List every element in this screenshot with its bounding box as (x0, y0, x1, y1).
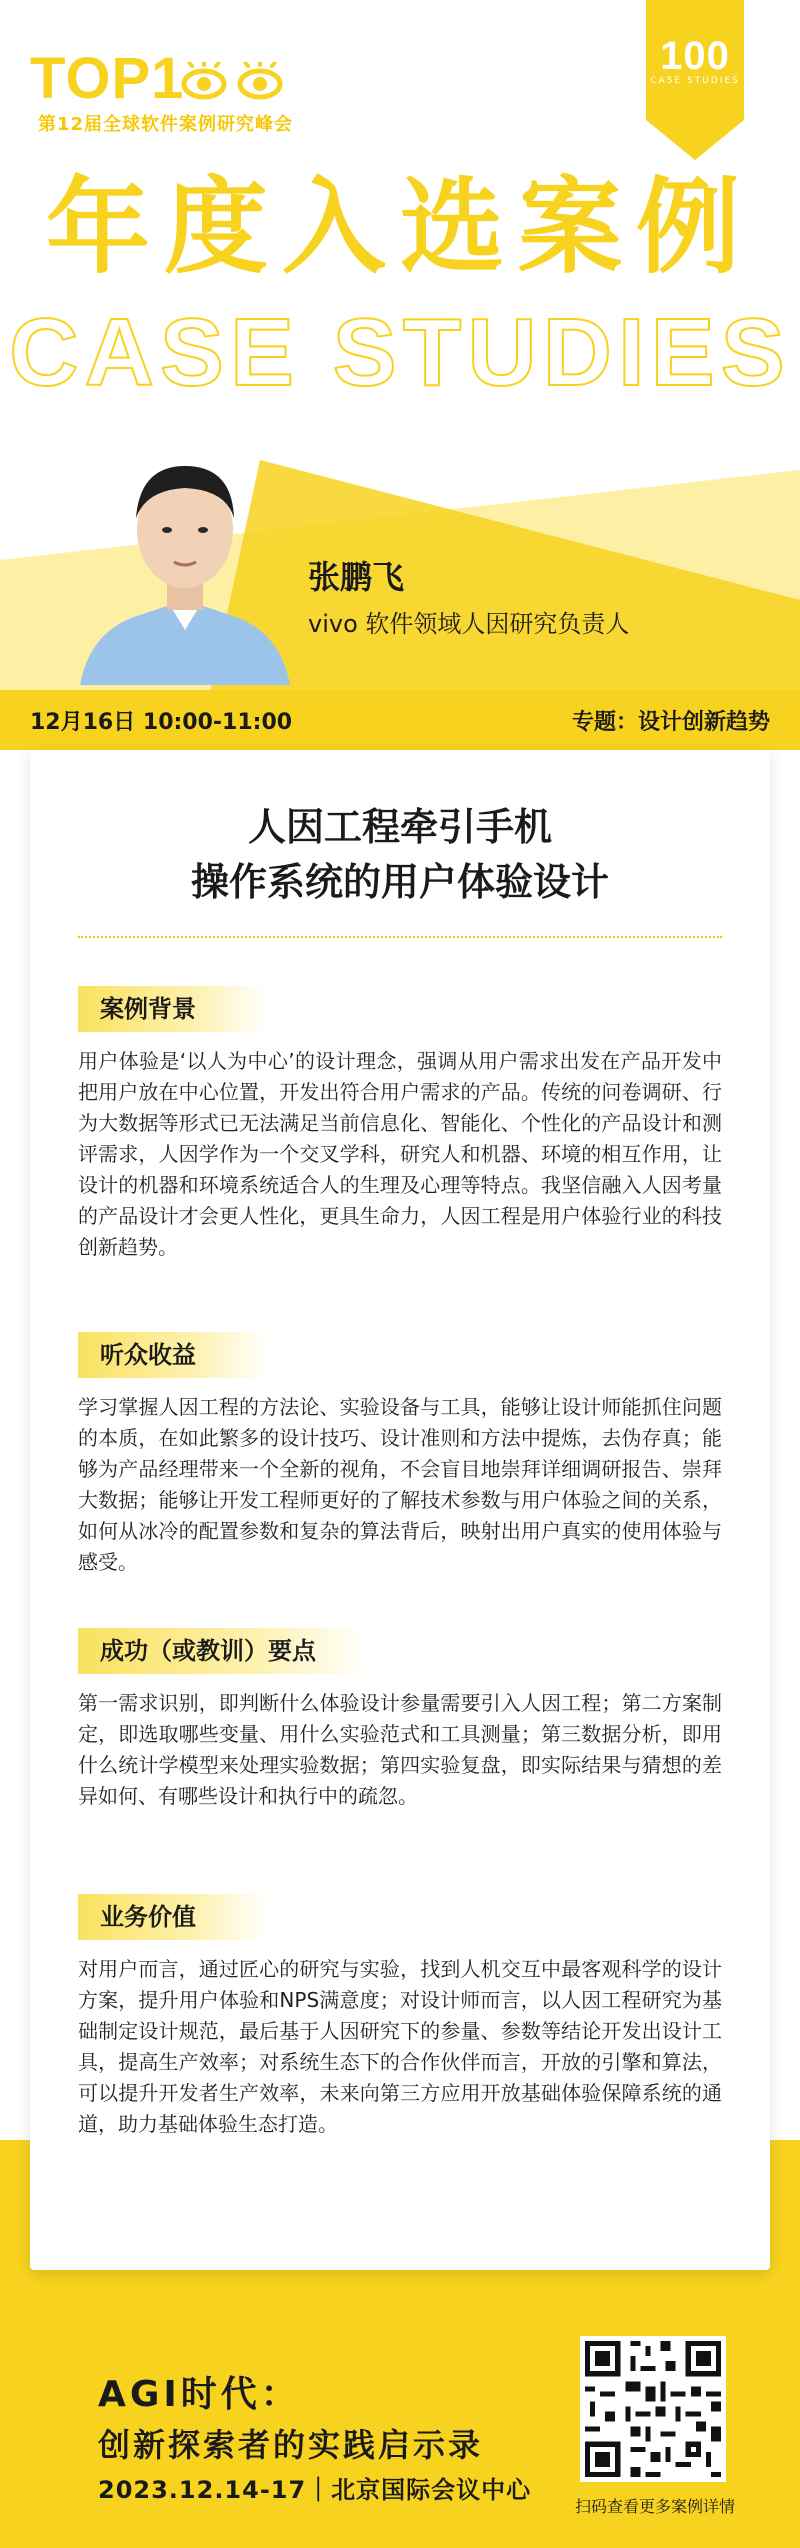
session-topic: 专题：设计创新趋势 (571, 710, 770, 735)
conference-title: AGI时代： (98, 2374, 301, 2415)
page-title: 年度入选案例 (45, 166, 754, 288)
summit-name: 第12届全球软件案例研究峰会 (38, 114, 294, 135)
logo-eyes-icon (180, 62, 290, 102)
section-heading-benefits (78, 1332, 268, 1378)
case-title (30, 800, 770, 910)
section-heading-keypoints (78, 1628, 368, 1674)
section-heading: 听众收益 (100, 1341, 196, 1369)
ribbon-caption: CASE STUDIES (650, 76, 740, 86)
conference-date-venue: 2023.12.14-17｜北京国际会议中心 (98, 2476, 532, 2504)
section-body: 学习掌握人因工程的方法论、实验设备与工具，能够让设计师能抓住问题的本质，在如此繁多的设计技巧、设计准则和方法中提炼，去伪存真；能够为产品经理带来一个全新的视角，不会盲目地崇拜详细调研报告、崇拜大数据；能够让开发工程师更好的了解技术参数与用户体验之间的关系，如何从冰冷的配置参数和复杂的算法背后，映射出用户真实的使用体验与感受。 (78, 1395, 722, 1574)
section-heading-value (78, 1894, 268, 1940)
case-title-line1: 人因工程牵引手机 (247, 805, 552, 849)
section-heading: 案例背景 (100, 995, 196, 1023)
logo-text: TOP1 (30, 46, 185, 111)
section-body: 第一需求识别，即判断什么体验设计参量需要引入人因工程；第二方案制定，即选取哪些变量、用什么实验范式和工具测量；第三数据分析，即用什么统计学模型来处理实验数据；第四实验复盘，即实际结果与猜想的差异如何、有哪些设计和执行中的疏忽。 (78, 1691, 722, 1808)
section-heading: 成功（或教训）要点 (100, 1637, 316, 1665)
qr-code-icon[interactable] (580, 2336, 726, 2482)
section-heading: 业务价值 (100, 1903, 196, 1931)
conference-subtitle: 创新探索者的实践启示录 (98, 2426, 484, 2464)
ribbon-number: 100 (660, 34, 730, 78)
case-title-line2: 操作系统的用户体验设计 (190, 860, 609, 905)
title-divider (78, 936, 722, 938)
qr-caption: 扫码查看更多案例详情 (574, 2497, 735, 2516)
speaker-portrait (70, 430, 300, 685)
section-body: 对用户而言，通过匠心的研究与实验，找到人机交互中最客观科学的设计方案，提升用户体验和NPS满意度；对设计师而言，以人因工程研究为基础制定设计规范，最后基于人因研究下的参量、参数等结论开发出设计工具，提高生产效率；对系统生态下的合作伙伴而言，开放的引擎和算法，可以提升开发者生产效率，未来向第三方应用开放基础体验保障系统的通道，助力基础体验生态打造。 (78, 1957, 722, 2136)
section-heading-background (78, 986, 268, 1032)
section-body: 用户体验是‘以人为中心’的设计理念，强调从用户需求出发在产品开发中把用户放在中心位置，开发出符合用户需求的产品。传统的问卷调研、行为大数据等形式已无法满足当前信息化、智能化、个性化的产品设计和测评需求，人因学作为一个交叉学科，研究人和机器、环境的相互作用，让设计的机器和环境系统适合人的生理及心理等特点。我坚信融入人因考量的产品设计才会更人性化，更具生命力，人因工程是用户体验行业的科技创新趋势。 (78, 1049, 722, 1259)
speaker-name: 张鹏飞 (308, 558, 405, 596)
page-subtitle-outline: CASE STUDIES (9, 299, 791, 406)
session-time: 12月16日 10:00-11:00 (30, 710, 293, 735)
speaker-title: vivo 软件领域人因研究负责人 (308, 610, 630, 638)
